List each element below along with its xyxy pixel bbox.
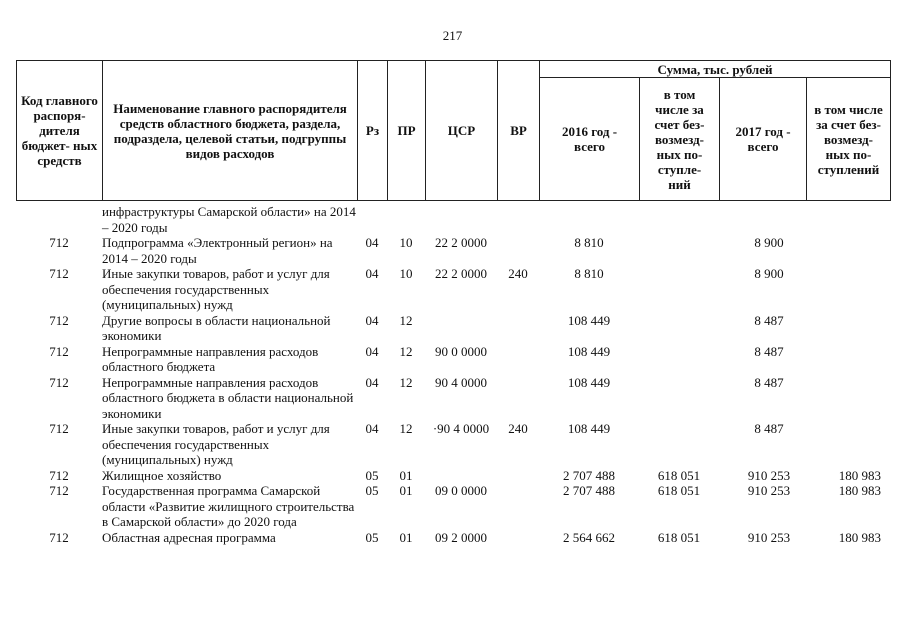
- page-number: 217: [442, 28, 463, 43]
- header-sum-group: Сумма, тыс. рублей: [657, 61, 773, 77]
- cell-rz: 05: [365, 483, 379, 498]
- cell-pr: 01: [399, 483, 413, 498]
- cell-pr: 12: [399, 343, 413, 359]
- cell-csr: 90 4 0000: [435, 374, 487, 390]
- cell-csr: 22 2 0000: [435, 235, 487, 250]
- table-row: [16, 313, 891, 344]
- cell-vr: 240: [508, 266, 528, 281]
- cell-pr: 12: [399, 421, 413, 436]
- table-row: [16, 530, 891, 546]
- cell-2017-free: 180 983: [838, 467, 881, 483]
- cell-rz: 04: [365, 235, 379, 250]
- table-header: [16, 60, 891, 201]
- cell-2017-total: 910 253: [747, 529, 791, 545]
- cell-code: 712: [49, 266, 69, 281]
- table-row: [16, 204, 891, 235]
- cell-2016-total: 8 810: [574, 235, 604, 250]
- table-row: [16, 375, 891, 422]
- cell-name: Иные закупки товаров, работ и услуг для обеспечения государственных (муниципальных) нужд: [102, 266, 330, 312]
- cell-name: Государственная программа Самарской области «Развитие жилищного строительства в Самарской области» до 2020 года: [102, 483, 355, 529]
- cell-csr: 90 0 0000: [435, 343, 487, 359]
- table-row: [16, 483, 891, 530]
- cell-2016-total: 108 449: [567, 421, 611, 436]
- cell-2017-free: 180 983: [838, 483, 881, 498]
- cell-2016-total: 108 449: [567, 374, 611, 390]
- header-name: Наименование главного распорядителя средств областного бюджета, раздела, подраздела, целевой статьи, подгруппы видов расходов: [113, 100, 347, 161]
- header-rz: Рз: [365, 123, 380, 138]
- cell-2017-total: 8 900: [754, 235, 784, 250]
- table-row: [16, 235, 891, 266]
- table-row: [16, 344, 891, 375]
- cell-name: Другие вопросы в области национальной экономики: [102, 312, 331, 343]
- header-csr: ЦСР: [447, 123, 476, 138]
- cell-2017-total: 910 253: [747, 483, 791, 498]
- cell-2017-free: 180 983: [838, 529, 881, 545]
- cell-rz: 05: [365, 529, 379, 545]
- cell-name: Жилищное хозяйство: [102, 467, 222, 483]
- cell-name: Непрограммные направления расходов областного бюджета: [102, 343, 319, 374]
- header-2017-total: 2017 год - всего: [735, 124, 791, 154]
- cell-vr: 240: [508, 421, 528, 436]
- cell-pr: 01: [399, 529, 413, 545]
- header-2016-free: в том числе за счет без- возмезд- ных по- ступле- ний: [654, 86, 705, 192]
- cell-pr: 12: [399, 374, 413, 390]
- cell-2017-total: 8 900: [754, 266, 784, 281]
- cell-2016-total: 2 564 662: [563, 529, 615, 545]
- cell-pr: 10: [399, 235, 413, 250]
- cell-name: Областная адресная программа: [102, 529, 276, 545]
- header-vr: ВР: [510, 123, 527, 138]
- table-row: [16, 266, 891, 313]
- cell-2016-total: 2 707 488: [563, 467, 615, 483]
- header-pr: ПР: [397, 123, 416, 138]
- cell-code: 712: [49, 529, 69, 545]
- cell-2017-total: 8 487: [754, 312, 784, 328]
- cell-csr: 09 2 0000: [435, 529, 487, 545]
- cell-2016-total: 108 449: [567, 343, 611, 359]
- cell-2016-free: 618 051: [657, 483, 701, 498]
- cell-code: 712: [49, 235, 69, 250]
- table-row: [16, 421, 891, 468]
- cell-pr: 01: [399, 467, 413, 483]
- cell-name: Иные закупки товаров, работ и услуг для обеспечения государственных (муниципальных) нужд: [102, 421, 330, 467]
- cell-rz: 04: [365, 374, 379, 390]
- cell-rz: 04: [365, 421, 379, 436]
- cell-name: Подпрограмма «Электронный регион» на 2014 – 2020 годы: [102, 235, 333, 266]
- cell-code: 712: [49, 483, 69, 498]
- header-2016-total: 2016 год - всего: [561, 124, 618, 154]
- cell-rz: 05: [365, 467, 379, 483]
- cell-2017-total: 8 487: [754, 374, 784, 390]
- cell-code: 712: [49, 467, 69, 483]
- cell-code: 712: [49, 421, 69, 436]
- cell-rz: 04: [365, 312, 379, 328]
- cell-csr: ·90 4 0000: [432, 421, 490, 436]
- header-code: Код главного распоря- дителя бюджет- ных средств: [21, 93, 98, 168]
- table-row: [16, 468, 891, 484]
- cell-2016-total: 8 810: [574, 266, 604, 281]
- cell-2017-total: 8 487: [754, 343, 784, 359]
- cell-name: инфраструктуры Самарской области» на 2014 – 2020 годы: [102, 204, 356, 235]
- cell-2016-free: 618 051: [657, 467, 701, 483]
- cell-name: Непрограммные направления расходов областного бюджета в области национальной экономики: [102, 374, 354, 421]
- header-2017-free: в том числе за счет без- возмезд- ных по- ступлений: [814, 101, 883, 177]
- table-body: [16, 204, 891, 545]
- cell-code: 712: [49, 374, 69, 390]
- cell-2016-free: 618 051: [657, 529, 701, 545]
- cell-rz: 04: [365, 266, 379, 281]
- cell-2016-total: 2 707 488: [563, 483, 615, 498]
- cell-pr: 10: [399, 266, 413, 281]
- cell-rz: 04: [365, 343, 379, 359]
- cell-2017-total: 910 253: [747, 467, 791, 483]
- cell-code: 712: [49, 312, 69, 328]
- cell-csr: 22 2 0000: [435, 266, 487, 281]
- cell-pr: 12: [399, 312, 413, 328]
- cell-csr: 09 0 0000: [435, 483, 487, 498]
- cell-2017-total: 8 487: [754, 421, 784, 436]
- cell-2016-total: 108 449: [567, 312, 611, 328]
- cell-code: 712: [49, 343, 69, 359]
